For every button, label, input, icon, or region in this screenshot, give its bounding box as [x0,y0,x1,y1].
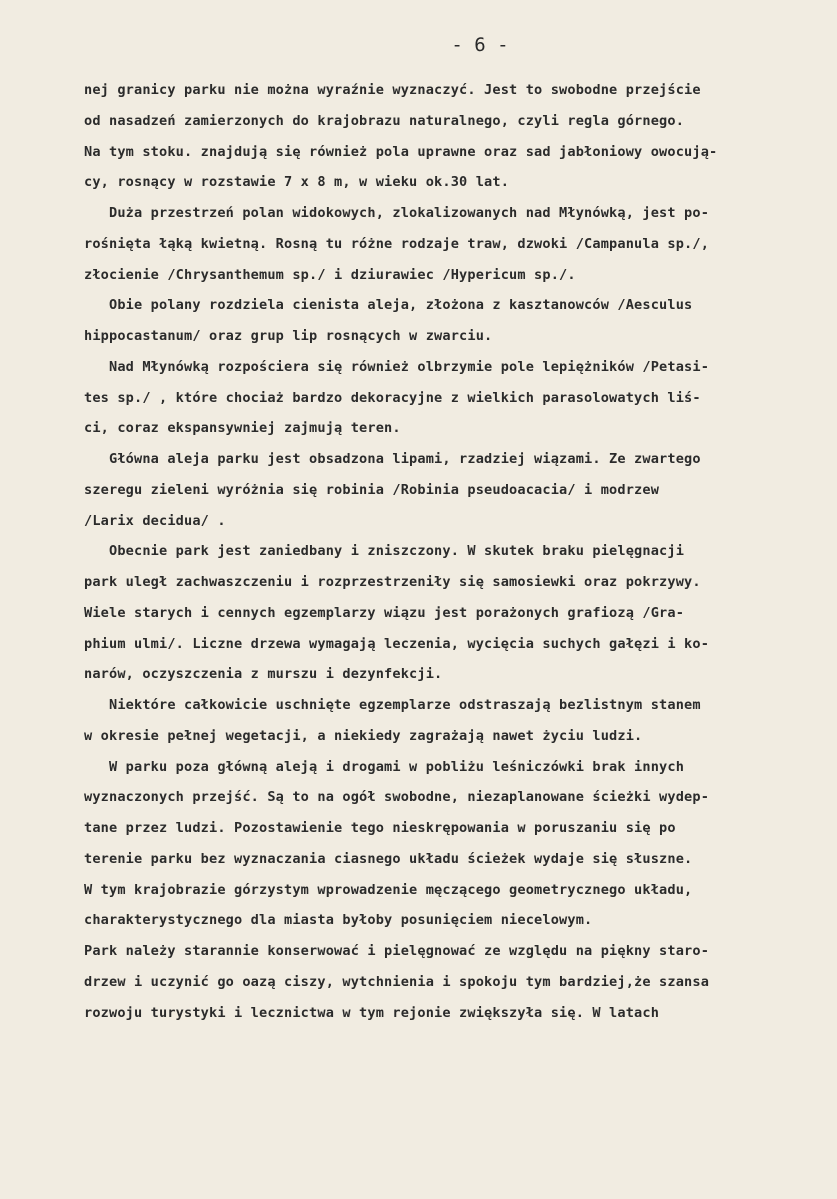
text-line: Park należy starannie konserwować i pielęgnować ze względu na piękny staro- [84,943,710,959]
text-line: W tym krajobrazie górzystym wprowadzenie męczącego geometrycznego układu, [84,881,693,898]
text-line: Obie polany rozdziela cienista aleja, złożona z kasztanowców /Aesculus [84,297,693,314]
text-line: drzew i uczynić go oazą ciszy, wytchnienia i spokoju tym bardziej,że szansa [84,973,710,990]
text-line: Wiele starych i cennych egzemplarzy wiązu jest porażonych grafiozą /Gra- [84,604,685,621]
text-line: Nad Młynówką rozpościera się również olbrzymie pole lepiężników /Petasi- [84,358,710,375]
body-text [84,75,824,1028]
text-line: nej granicy parku nie można wyraźnie wyznaczyć. Jest to swobodne przejście [84,82,701,98]
text-line: terenie parku bez wyznaczania ciasnego układu ścieżek wydaje się słuszne. [84,850,693,867]
text-line: Główna aleja parku jest obsadzona lipami, rzadziej wiązami. Ze zwartego [84,451,701,467]
text-line: Duża przestrzeń polan widokowych, zlokalizowanych nad Młynówką, jest po- [84,205,710,221]
text-line: od nasadzeń zamierzonych do krajobrazu naturalnego, czyli regla górnego. [84,112,685,129]
text-line: charakterystycznego dla miasta byłoby posunięciem niecelowym. [84,912,593,929]
text-line: park uległ zachwaszczeniu i rozprzestrzeniły się samosiewki oraz pokrzywy. [84,574,701,590]
text-line: Niektóre całkowicie uschnięte egzemplarze odstraszają bezlistnym stanem [84,697,701,713]
text-line: rośnięta łąką kwietną. Rosną tu różne rodzaje traw, dzwoki /Campanula sp./, [84,235,710,252]
text-line: wyznaczonych przejść. Są to na ogół swobodne, niezaplanowane ścieżki wydep- [84,789,710,806]
text-line: cy, rosnący w rozstawie 7 x 8 m, w wieku ok.30 lat. [84,174,510,191]
text-line: narów, oczyszczenia z murszu i dezynfekcji. [84,666,443,683]
text-line: phium ulmi/. Liczne drzewa wymagają leczenia, wycięcia suchych gałęzi i ko- [84,635,710,652]
text-line: tane przez ludzi. Pozostawienie tego nieskrępowania w poruszaniu się po [84,820,676,836]
text-line: /Larix decidua/ . [84,512,226,529]
text-line: tes sp./ , które chociaż bardzo dekoracyjne z wielkich parasolowatych liś- [84,389,701,406]
text-line: hippocastanum/ oraz grup lip rosnących w zwarciu. [84,328,493,344]
page-number: - 6 - [451,34,509,56]
text-line: Na tym stoku. znajdują się również pola uprawne oraz sad jabłoniowy owocują- [84,143,718,160]
text-line: Obecnie park jest zaniedbany i zniszczony. W skutek braku pielęgnacji [84,543,685,560]
text-line: ci, coraz ekspansywniej zajmują teren. [84,420,401,437]
text-line: w okresie pełnej wegetacji, a niekiedy zagrażają nawet życiu ludzi. [84,727,643,744]
text-line: W parku poza główną aleją i drogami w pobliżu leśniczówki brak innych [84,758,685,775]
text-line: szeregu zieleni wyróżnia się robinia /Robinia pseudoacacia/ i modrzew [84,481,660,498]
text-line: rozwoju turystyki i lecznictwa w tym rejonie zwiększyła się. W latach [84,1004,660,1021]
text-line: złocienie /Chrysanthemum sp./ i dziurawiec /Hypericum sp./. [84,266,576,283]
